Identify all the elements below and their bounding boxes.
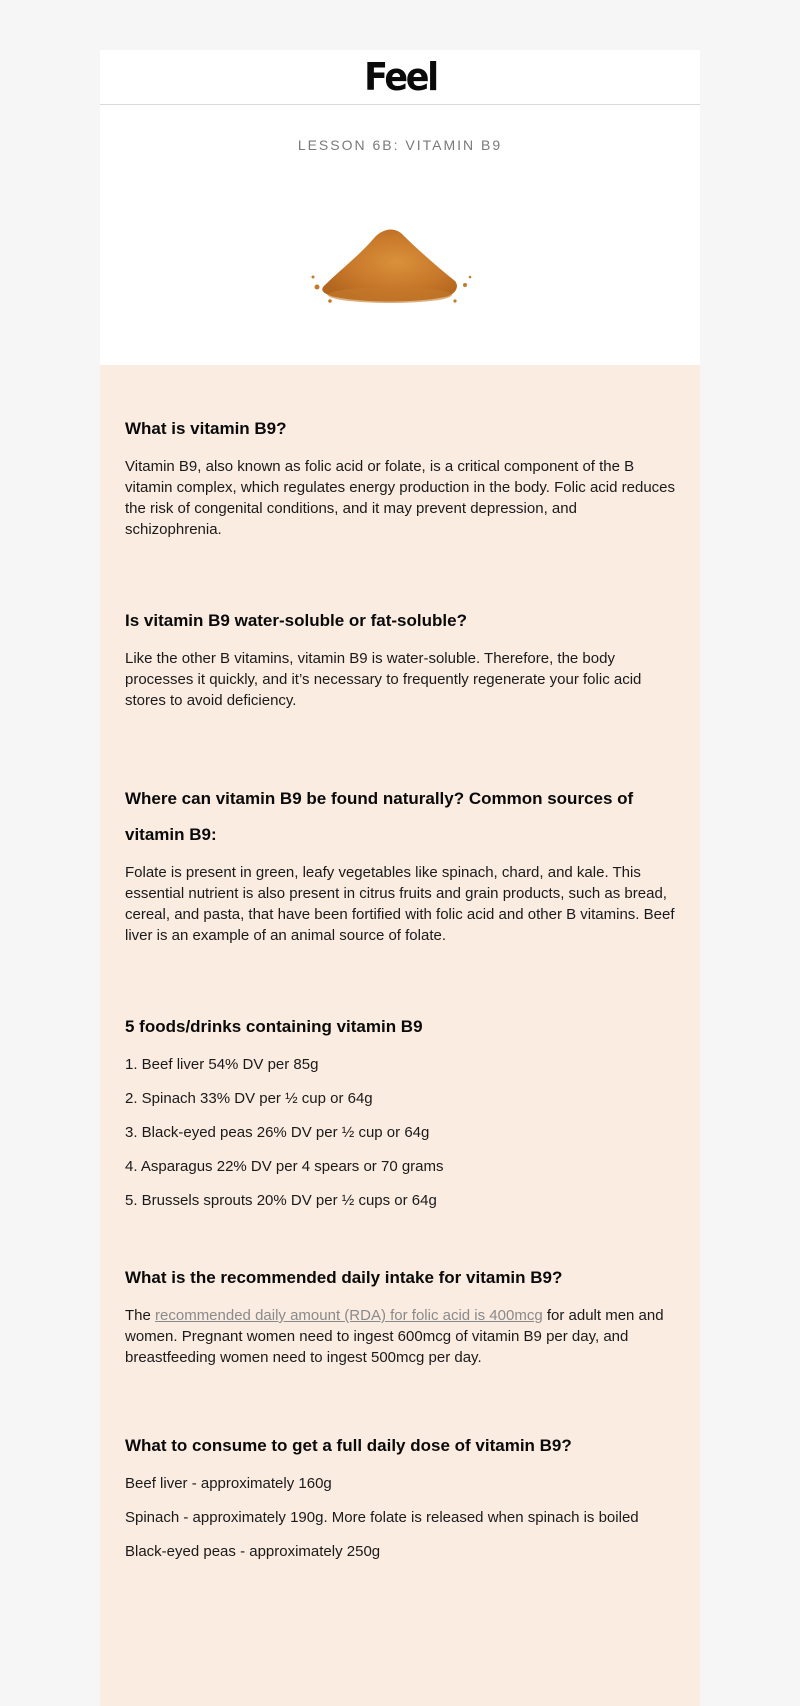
body-pre: The [125,1307,156,1324]
list-item: 2. Spinach 33% DV per ½ cup or 64g [125,1090,373,1107]
section-what-is [125,419,675,540]
brand-logo[interactable]: Feel [363,55,437,99]
section-title: What to consume to get a full daily dose of vitamin B9? [125,1436,572,1455]
hero [100,105,700,365]
rda-link[interactable]: recommended daily amount (RDA) for folic acid is 400mcg [155,1307,543,1324]
list-item: Beef liver - approximately 160g [125,1475,332,1492]
list-item: 5. Brussels sprouts 20% DV per ½ cups or 64g [125,1192,437,1209]
dose-list [125,1473,675,1562]
list-item: 4. Asparagus 22% DV per 4 spears or 70 grams [125,1158,444,1175]
lesson-title: LESSON 6B: VITAMIN B9 [297,137,503,153]
foods-list [125,1054,675,1211]
section-daily-dose [125,1436,675,1562]
section-body: Folate is present in green, leafy vegetables like spinach, chard, and kale. This essential nutrient is also present in citrus fruits and grain products, such as bread, cereal, and pasta, that have been fortified with folic acid and other B vitamins. Beef liver is an example of an animal source of folate. [125,864,675,944]
section-body: Vitamin B9, also known as folic acid or folate, is a critical component of the B vitamin complex, which regulates energy production in the body. Folic acid reduces the risk of congenital conditions, and it may prevent depression, and schizophrenia. [125,458,676,538]
list-item: 1. Beef liver 54% DV per 85g [125,1056,319,1073]
header [100,50,700,105]
section-title: 5 foods/drinks containing vitamin B9 [125,1017,423,1036]
email-card [100,50,700,1706]
list-item: Spinach - approximately 190g. More folate is released when spinach is boiled [125,1509,639,1526]
section-body: Like the other B vitamins, vitamin B9 is water-soluble. Therefore, the body processes it quickly, and it’s necessary to frequently regenerate your folic acid stores to avoid deficiency. [125,650,642,709]
list-item: Black-eyed peas - approximately 250g [125,1543,381,1560]
section-solubility [125,611,675,711]
list-item: 3. Black-eyed peas 26% DV per ½ cup or 64g [125,1124,430,1141]
section-title: Where can vitamin B9 be found naturally? Common sources of vitamin B9: [125,789,634,844]
section-intake [125,1268,675,1368]
section-title: What is vitamin B9? [125,419,287,438]
section-sources [125,781,675,946]
section-title: What is the recommended daily intake for vitamin B9? [125,1268,563,1287]
lesson-content [100,365,700,1706]
section-foods [125,1017,675,1211]
section-body [125,1305,675,1368]
section-title: Is vitamin B9 water-soluble or fat-soluble? [125,611,467,630]
powder-icon [305,215,475,305]
body-post: for adult men and women. Pregnant women need to ingest 600mcg of vitamin B9 per day, and breastfeeding women need to ingest 500mcg per day. [125,1307,664,1366]
